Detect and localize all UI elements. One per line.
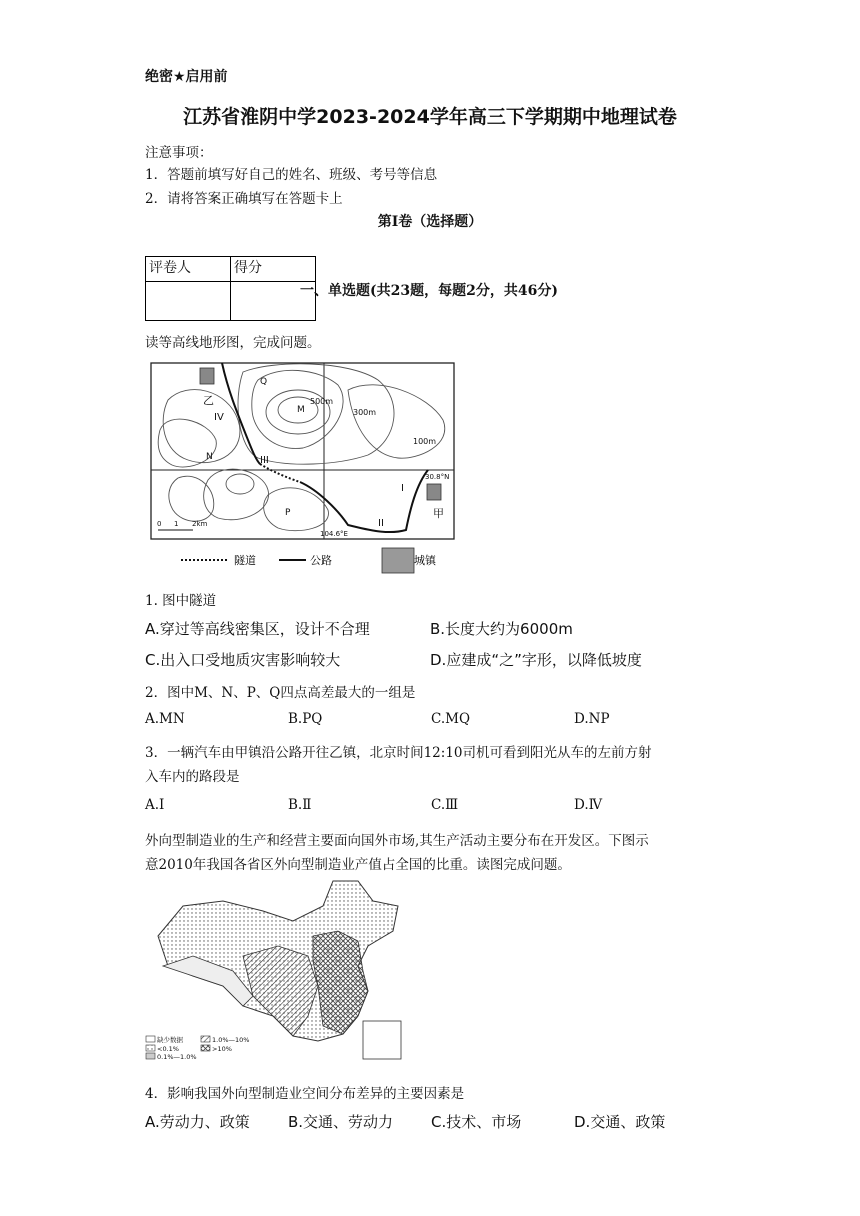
option-a: A.劳动力、政策 bbox=[145, 1113, 250, 1131]
grader-label: 评卷人 bbox=[146, 257, 231, 282]
grader-cell bbox=[146, 282, 231, 321]
question-stem: 3．一辆汽车由甲镇沿公路开往乙镇，北京时间12:10司机可看到阳光从车的左前方射 bbox=[145, 745, 652, 761]
grader-table bbox=[145, 256, 316, 321]
option-b: B.长度大约为6000m bbox=[430, 620, 573, 638]
confidential-label: 绝密★启用前 bbox=[145, 69, 228, 85]
option-b: B.Ⅱ bbox=[288, 797, 312, 813]
option-c: C.出入口受地质灾害影响较大 bbox=[145, 651, 341, 669]
legend-town-symbol bbox=[382, 548, 414, 573]
legend-label: 1.0%—10% bbox=[212, 1036, 250, 1044]
option-a: A.穿过等高线密集区，设计不合理 bbox=[145, 620, 370, 638]
latitude-label: 30.8°N bbox=[425, 473, 450, 481]
question-stem: 1. 图中隧道 bbox=[145, 593, 217, 609]
contour-label: 300m bbox=[353, 408, 377, 417]
option-b: B.PQ bbox=[288, 711, 323, 727]
legend-label: 公路 bbox=[310, 554, 332, 567]
option-d: D.交通、政策 bbox=[574, 1113, 666, 1131]
note-item: 1．答题前填写好自己的姓名、班级、考号等信息 bbox=[145, 167, 438, 183]
option-a: A.MN bbox=[145, 711, 185, 727]
south-china-sea-inset bbox=[363, 1021, 401, 1059]
option-a: A.Ⅰ bbox=[145, 797, 165, 813]
contour-map bbox=[148, 360, 460, 580]
segment-label: II bbox=[378, 518, 384, 529]
point-label: Q bbox=[260, 377, 268, 387]
longitude-label: 104.6°E bbox=[320, 530, 348, 538]
point-label: P bbox=[285, 508, 291, 518]
town-label: 乙 bbox=[203, 394, 214, 407]
contour-label: 100m bbox=[413, 437, 437, 446]
option-d: D.应建成“之”字形，以降低坡度 bbox=[430, 651, 642, 669]
option-d: D.Ⅳ bbox=[574, 797, 603, 813]
town-yi-icon bbox=[200, 368, 214, 384]
score-label: 得分 bbox=[231, 257, 316, 282]
note-item: 2．请将答案正确填写在答题卡上 bbox=[145, 191, 343, 207]
segment-label: III bbox=[260, 455, 269, 466]
option-c: C.Ⅲ bbox=[431, 797, 459, 813]
option-b: B.交通、劳动力 bbox=[288, 1113, 394, 1131]
part-title: 一、单选题(共23题，每题2分，共46分) bbox=[300, 283, 558, 299]
town-jia-icon bbox=[427, 484, 441, 500]
question-stem: 2．图中M、N、P、Q四点高差最大的一组是 bbox=[145, 685, 416, 701]
china-map bbox=[143, 876, 408, 1061]
legend-label: 隧道 bbox=[234, 554, 256, 567]
notes-heading: 注意事项： bbox=[145, 145, 213, 161]
intro-text: 外向型制造业的生产和经营主要面向国外市场,其生产活动主要分布在开发区。下图示 bbox=[145, 833, 649, 849]
legend-label: >10% bbox=[212, 1045, 232, 1053]
point-label: M bbox=[297, 405, 305, 415]
legend-label: 0.1%—1.0% bbox=[157, 1053, 197, 1061]
contour-label: 500m bbox=[310, 397, 334, 406]
point-label: N bbox=[206, 452, 213, 462]
option-d: D.NP bbox=[574, 711, 610, 727]
scale-label: 2km bbox=[192, 520, 208, 528]
town-label: 甲 bbox=[433, 507, 444, 520]
legend-label: <0.1% bbox=[157, 1045, 179, 1053]
exam-title: 江苏省淮阴中学2023-2024学年高三下学期期中地理试卷 bbox=[183, 106, 677, 128]
segment-label: I bbox=[401, 483, 404, 494]
legend-label: 城镇 bbox=[414, 554, 436, 567]
legend-label: 缺少数据 bbox=[157, 1036, 183, 1044]
intro-text: 读等高线地形图，完成问题。 bbox=[145, 335, 321, 351]
intro-text: 意2010年我国各省区外向型制造业产值占全国的比重。读图完成问题。 bbox=[145, 857, 571, 873]
option-c: C.MQ bbox=[431, 711, 471, 727]
question-stem: 4．影响我国外向型制造业空间分布差异的主要因素是 bbox=[145, 1086, 465, 1102]
question-stem: 入车内的路段是 bbox=[145, 769, 240, 785]
scale-label: 1 bbox=[174, 520, 179, 528]
segment-label: IV bbox=[214, 412, 224, 423]
scale-label: 0 bbox=[157, 520, 162, 528]
option-c: C.技术、市场 bbox=[431, 1113, 522, 1131]
section-title: 第I卷（选择题） bbox=[377, 214, 483, 230]
